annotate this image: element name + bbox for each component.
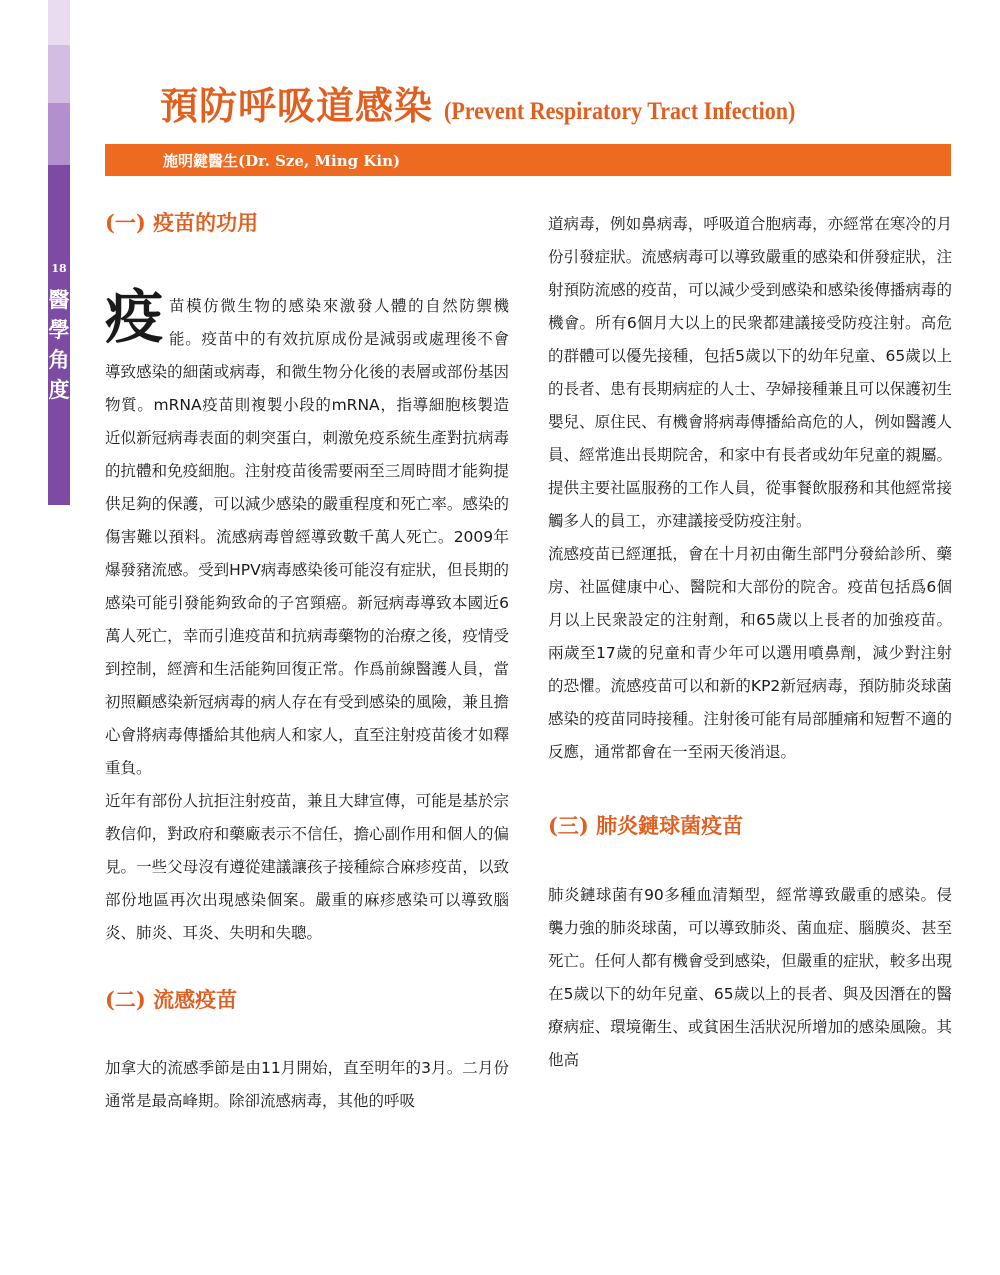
paragraph: 近年有部份人抗拒注射疫苗，兼且大肆宣傳，可能是基於宗教信仰，對政府和藥廠表示不信任，擔心副作用和個人的偏見。一些父母沒有遵從建議讓孩子接種綜合麻疹疫苗，以致部份地區再次出現感染個案。嚴重的麻疹感染可以導致腦炎、肺炎、耳炎、失明和失聰。: [105, 792, 509, 942]
section-label-char: 度: [48, 377, 70, 402]
section-label: [48, 285, 70, 405]
spacer: [105, 950, 509, 983]
section-heading-vaccine-function: (一) 疫苗的功用: [105, 210, 259, 235]
paragraph: 加拿大的流感季節是由11月開始，直至明年的3月。二月份通常是最高峰期。除卻流感病毒，其他的呼吸: [105, 1059, 509, 1110]
right-column: [548, 208, 952, 1077]
spacer: [105, 1017, 509, 1052]
paragraph: 流感疫苗已經運抵，會在十月初由衛生部門分發給診所、藥房、社區健康中心、醫院和大部份的院舍。疫苗包括爲6個月以上民衆設定的注射劑，和65歲以上長者的加強疫苗。兩歲至17歲的兒童和青少年可以選用噴鼻劑，減少對注射的恐懼。流感疫苗可以和新的KP2新冠病毒，預防肺炎球菌感染的疫苗同時接種。注射後可能有局部腫痛和短暫不適的反應，通常都會在一至兩天後消退。: [548, 545, 952, 761]
paragraph: 肺炎鏈球菌有90多種血清類型，經常導致嚴重的感染。侵襲力強的肺炎球菌，可以導致肺炎、菌血症、腦膜炎、甚至死亡。任何人都有機會受到感染，但嚴重的症狀，較多出現在5歲以下的幼年兒童、65歲以上的長者、與及因潛在的醫療病症、環境衛生、或貧困生活狀況所增加的感染風險。其他高: [548, 886, 952, 1069]
title-english: (Prevent Respiratory Tract Infection): [444, 98, 796, 125]
paragraph: [105, 283, 509, 785]
tab-segment-2: [48, 45, 70, 103]
section-label-char: 角: [48, 347, 70, 372]
spacer: [548, 843, 952, 879]
section-heading-flu-vaccine: (二) 流感疫苗: [105, 987, 238, 1012]
paragraph: 道病毒，例如鼻病毒，呼吸道合胞病毒，亦經常在寒冷的月份引發症狀。流感病毒可以導致嚴重的感染和併發症狀，注射預防流感的疫苗，可以減少受到感染和感染後傳播病毒的機會。所有6個月大以上的民衆都建議接受防疫注射。高危的群體可以優先接種，包括5歲以下的幼年兒童、65歲以上的長者、患有長期病症的人士、孕婦接種兼且可以保護初生嬰兒、原住民、有機會將病毒傳播給高危的人，例如醫護人員、經常進出長期院舍，和家中有長者或幼年兒童的親屬。提供主要社區服務的工作人員，從事餐飲服務和其他經常接觸多人的員工，亦建議接受防疫注射。: [548, 215, 952, 530]
section-heading-pneumococcal-vaccine: (三) 肺炎鏈球菌疫苗: [548, 813, 744, 838]
drop-cap: 疫: [105, 283, 164, 351]
title-chinese: 預防呼吸道感染: [160, 83, 434, 128]
left-column: [105, 206, 509, 1118]
spacer: [105, 240, 509, 290]
tab-segment-3: [48, 103, 70, 165]
tab-segment-1: [48, 0, 70, 45]
section-tab: [48, 0, 70, 505]
section-label-char: 醫: [48, 287, 70, 312]
author-name: 施明鍵醫生(Dr. Sze, Ming Kin): [163, 152, 401, 170]
article-title: [160, 80, 960, 138]
spacer: [548, 769, 952, 809]
section-label-char: 學: [48, 317, 70, 342]
paragraph-text: 苗模仿微生物的感染來激發人體的自然防禦機能。疫苗中的有效抗原成份是減弱或處理後不會導致感染的細菌或病毒，和微生物分化後的表層或部份基因物質。mRNA疫苗則複製小段的mRNA，指導細胞核製造近似新冠病毒表面的刺突蛋白，刺激免疫系統生產對抗病毒的抗體和免疫細胞。注射疫苗後需要兩至三周時間才能夠提供足夠的保護，可以減少感染的嚴重程度和死亡率。感染的傷害難以預料。流感病毒曾經導致數千萬人死亡。2009年爆發豬流感。受到HPV病毒感染後可能沒有症狀，但長期的感染可能引發能夠致命的子宮頸癌。新冠病毒導致本國近6萬人死亡，幸而引進疫苗和抗病毒藥物的治療之後，疫情受到控制，經濟和生活能夠回復正常。作爲前線醫護人員，當初照顧感染新冠病毒的病人存在有受到感染的風險，兼且擔心會將病毒傳播給其他病人和家人，直至注射疫苗後才如釋重負。: [105, 297, 509, 777]
author-bar: [105, 144, 951, 176]
page-number: 18: [51, 262, 67, 275]
